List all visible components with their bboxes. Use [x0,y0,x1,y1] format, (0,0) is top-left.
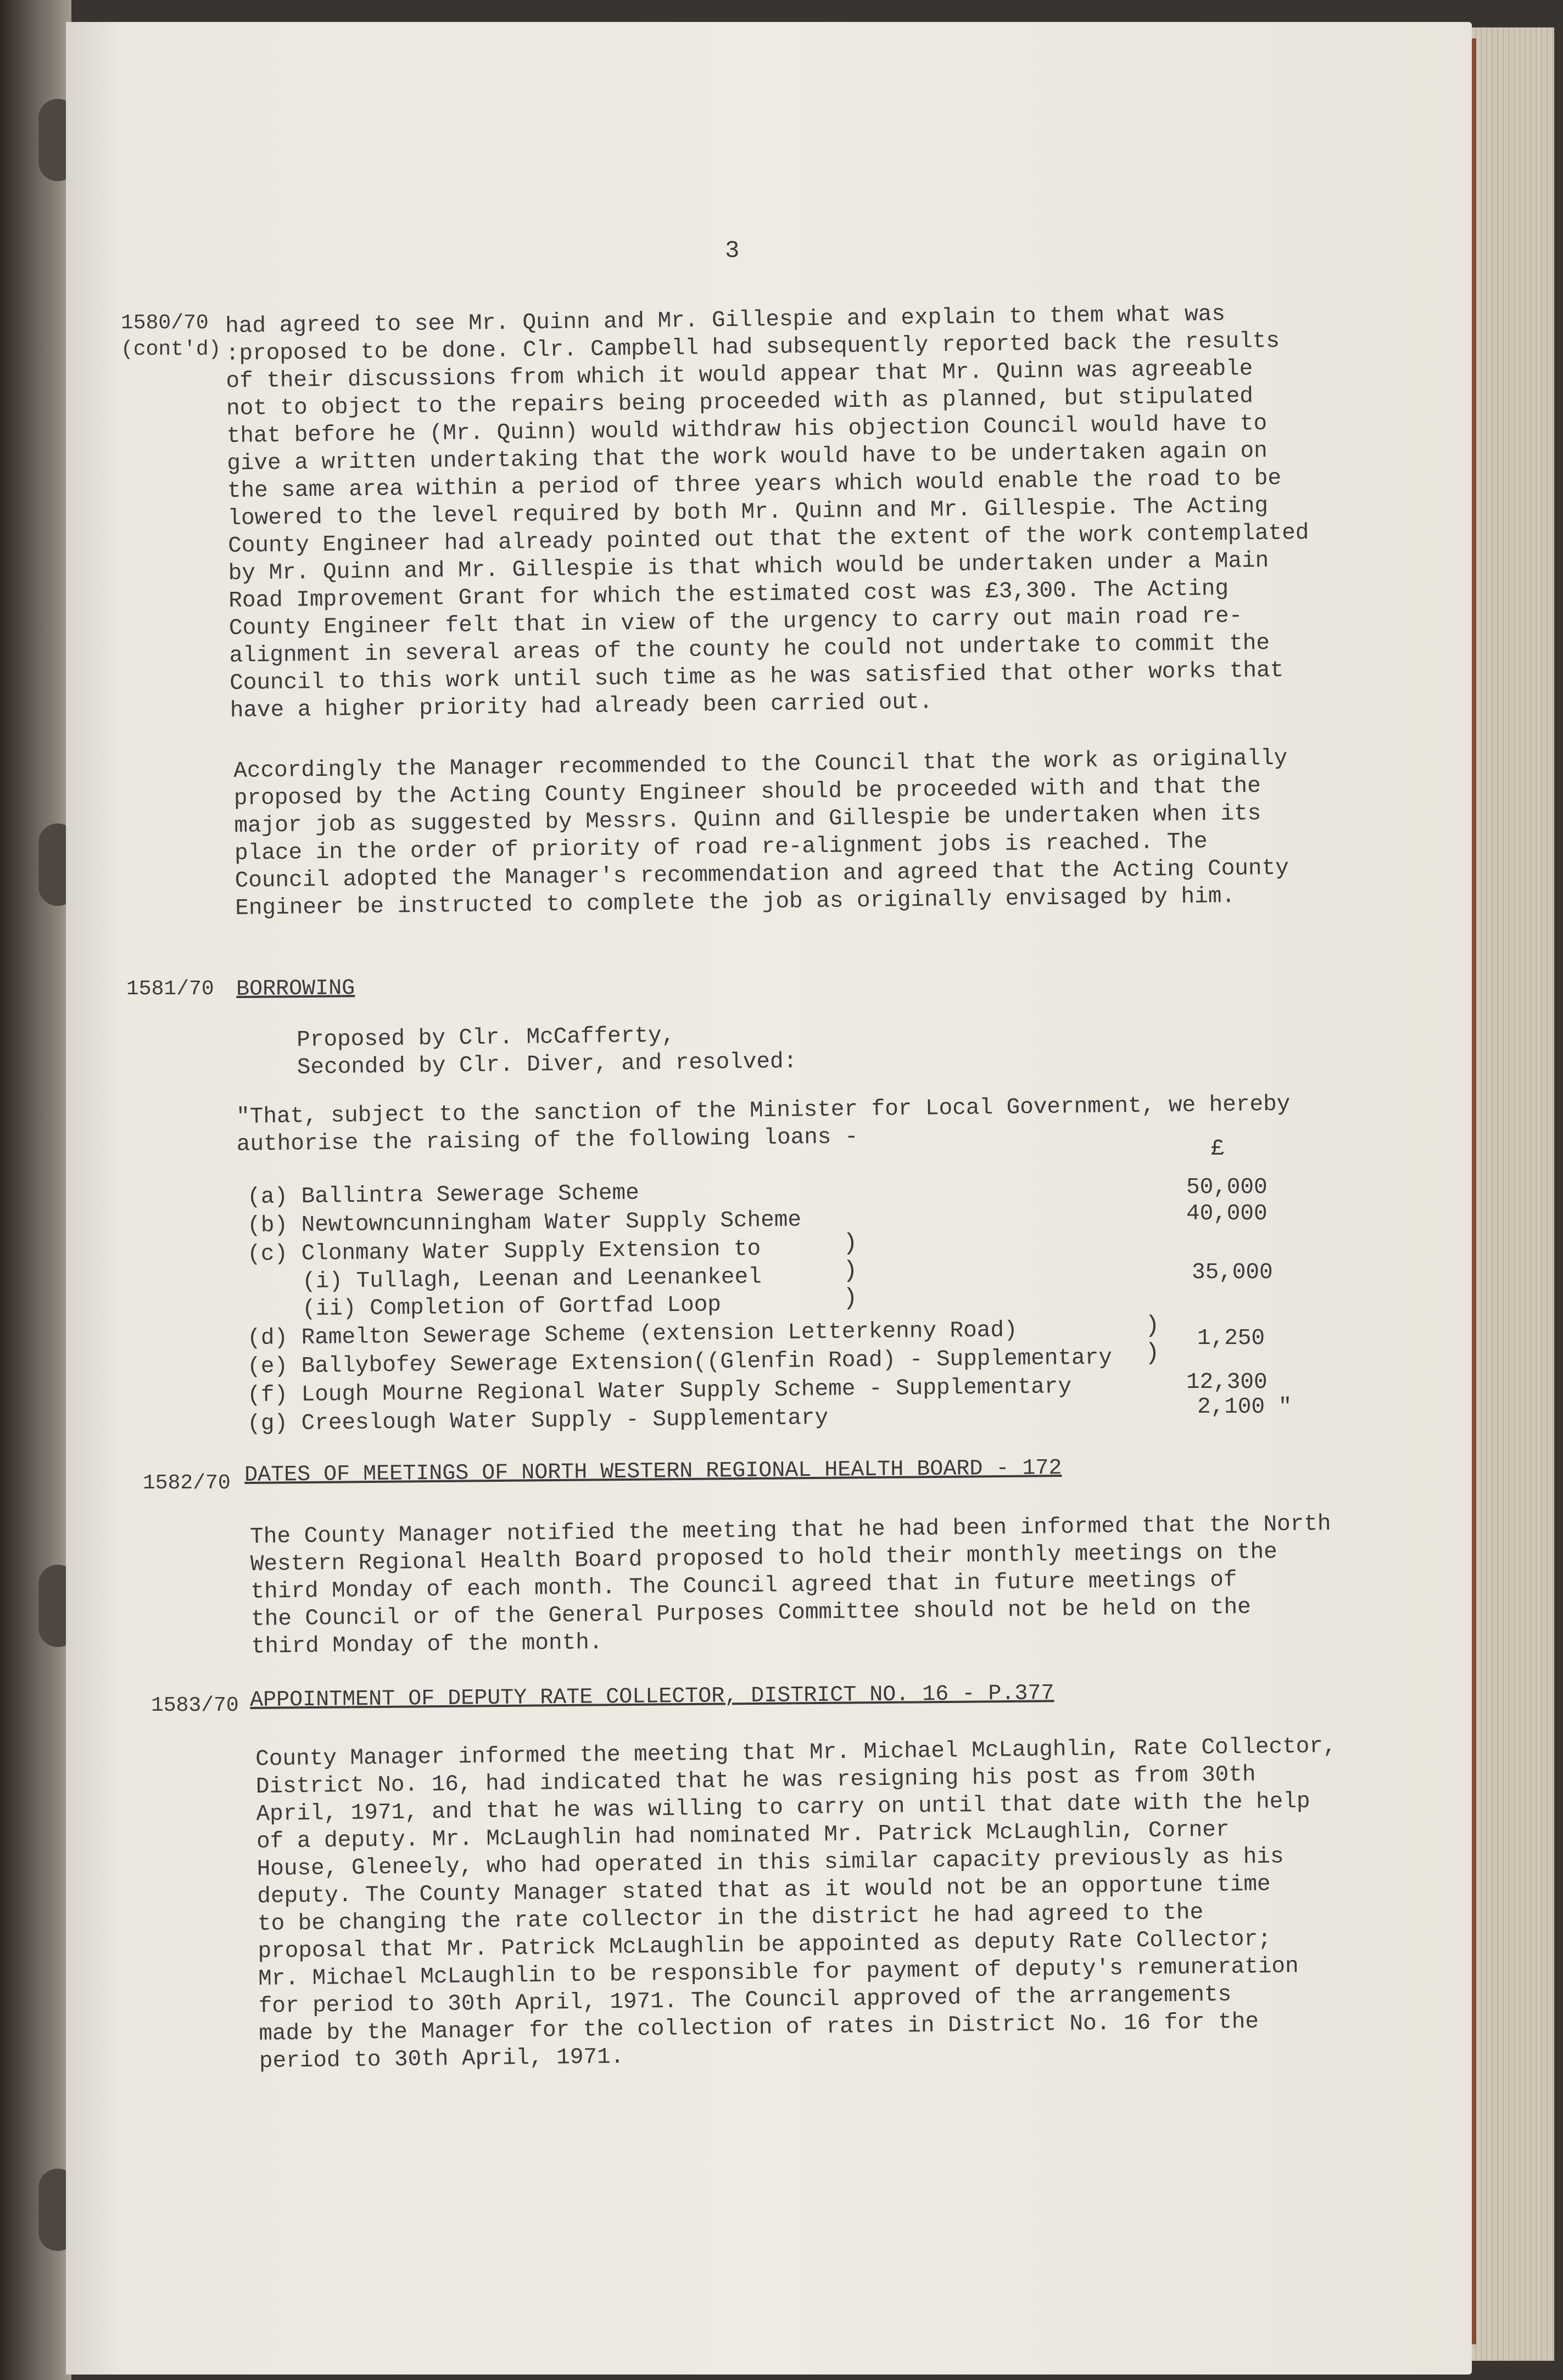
section-paragraph: The County Manager notified the meeting that he had been informed that the North Western Regional Health Board proposed to hold their monthly meetings on the third Monday of each month. The Council agreed that in future meetings of the Council or of the General Purposes Committee should not be held on the third Monday of the month. [250,1511,1331,1660]
loan-amount: 12,300 [1186,1370,1268,1395]
currency-symbol: £ [1211,1136,1225,1162]
resolution-text: "That, subject to the sanction of the Minister for Local Government, we hereby authorise the raising of the following loans - [236,1091,1291,1157]
loan-item: (e) Ballybofey Sewerage Extension((Glenfin Road) - Supplementary [247,1345,1113,1380]
loan-amount: 35,000 [1192,1260,1273,1285]
loan-item: (i) Tullagh, Leenan and Leenankeel [302,1264,762,1295]
loan-amount: 2,100 " [1197,1395,1292,1420]
section-paragraph: Accordingly the Manager recommended to the Council that the work as originally proposed by the Acting County Engineer should be proceeded with and that the major job as suggested by Messrs. Quinn and Gillespie be undertaken when its place in the order of priority of road re-alignment jobs is reached. The Council adopted the Manager's recommendation and agreed that the Acting County Engineer be instructed to complete the job as originally envisaged by him. [233,746,1290,921]
loan-item: (c) Clonmany Water Supply Extension to [247,1236,761,1267]
loan-item: (b) Newtowncunningham Water Supply Scheme [247,1207,802,1239]
page-number: 3 [725,237,740,265]
loan-item: (d) Ramelton Sewerage Scheme (extension Letterkenny Road) [247,1318,1018,1351]
section-heading: DATES OF MEETINGS OF NORTH WESTERN REGIONAL HEALTH BOARD - 172 [244,1456,1062,1488]
loan-item: (g) Creeslough Water Supply - Supplementary [247,1405,829,1437]
section-ref: 1581/70 [126,977,214,1001]
section-ref: 1582/70 [143,1471,231,1495]
page-stack-edge [1472,27,1554,2361]
document-page [66,22,1472,2375]
section-heading: BORROWING [236,976,355,1002]
book-binding [0,0,71,2380]
loan-item: (a) Ballintra Sewerage Scheme [247,1180,639,1210]
section-paragraph: County Manager informed the meeting that Mr. Michael McLaughlin, Rate Collector, District No. 16, had indicated that he was resigning his post as from 30th April, 1971, and that he was willing to carry on until that date with the help of a deputy. Mr. McLaughlin had nominated Mr. Patrick McLaughlin, Corner House, Gleneely, who had operated in this similar capacity previously as his deputy. The County Manager stated that as it would not be an opportune time to be changing the rate collector in the district he had agreed to the proposal that Mr. Patrick McLaughlin be appointed as deputy Rate Collector; Mr. Michael McLaughlin to be responsible for payment of deputy's remuneration for period to 30th April, 1971. The Council approved of the arrangements made by the Manager for the collection of rates in District No. 16 for the period to 30th April, 1971. [255,1733,1337,2074]
section-heading: APPOINTMENT OF DEPUTY RATE COLLECTOR, DISTRICT NO. 16 - P.377 [250,1681,1054,1713]
grouping-brace: ) ) ) [843,1230,858,1312]
section-paragraph: had agreed to see Mr. Quinn and Mr. Gillespie and explain to them what was :proposed to be done. Clr. Campbell had subsequently reported back the results of their discussions from which it would appear that Mr. Quinn was agreeable not to object to the repairs being proceeded with as planned, but stipulated that before he (Mr. Quinn) would withdraw his objection Council would have to give a written undertaking that the work would have to be undertaken again on the same area within a period of three years which would enable the road to be lowered to the level required by both Mr. Quinn and Mr. Gillespie. The Acting County Engineer had already pointed out that the extent of the work contemplated by Mr. Quinn and Mr. Gillespie is that which would be undertaken under a Main Road Improvement Grant for which the estimated cost was £3,300. The Acting County Engineer felt that in view of the urgency to carry out main road re- alignment in several areas of the county he could not undertake to commit the Council to this work until such time as he was satisfied that other works that have a higher priority had already been carried out. [225,301,1309,724]
motion-text: Proposed by Clr. McCafferty, Seconded by Clr. Diver, and resolved: [297,1023,797,1080]
section-ref: 1583/70 [151,1694,239,1717]
loan-amount: 1,250 [1197,1326,1265,1351]
loan-item: (ii) Completion of Gortfad Loop [302,1292,722,1322]
grouping-brace: ) ) [1145,1312,1160,1367]
loan-item: (f) Lough Mourne Regional Water Supply Scheme - Supplementary [247,1374,1072,1408]
loan-amount: 40,000 [1186,1201,1268,1227]
section-ref: 1580/70 (cont'd) [121,311,221,361]
loan-amount: 50,000 [1186,1175,1268,1200]
